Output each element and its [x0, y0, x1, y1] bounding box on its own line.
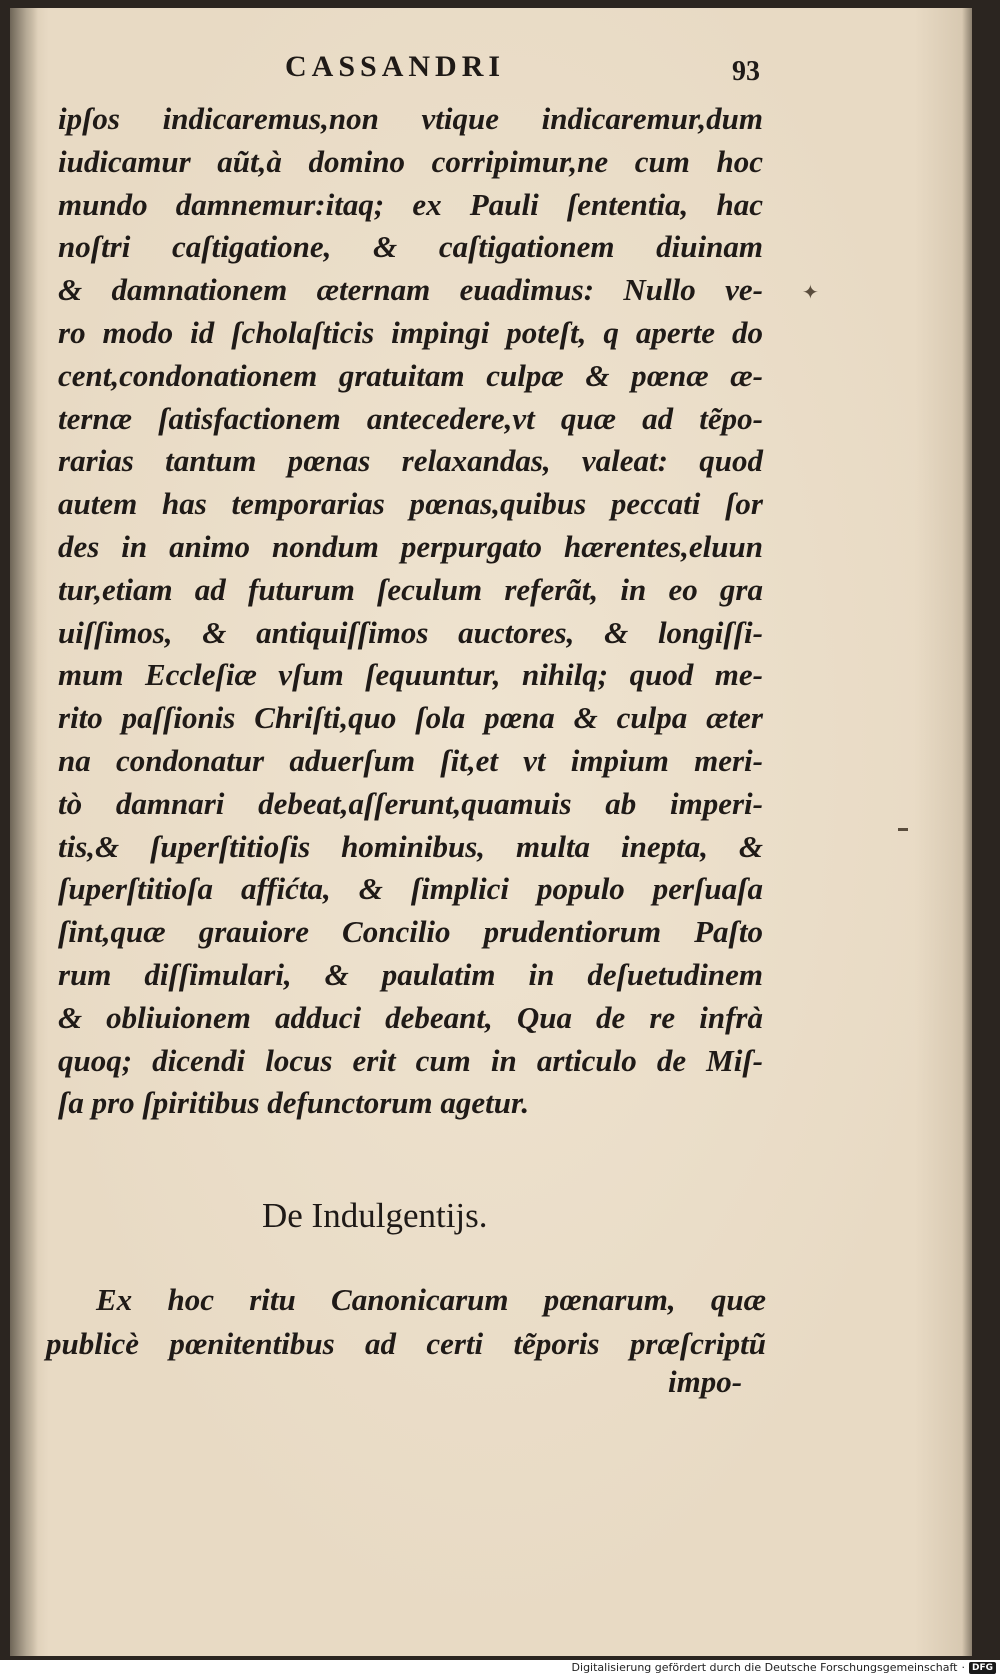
page-edge — [962, 8, 972, 1656]
text-line: rarias tantum pœnas relaxandas, valeat: quod — [58, 443, 763, 479]
text-line: mundo damnemur:itaq; ex Pauli ſententia, hac — [58, 186, 763, 222]
running-head: CASSANDRI — [285, 50, 506, 83]
book-page — [10, 8, 972, 1656]
page-gutter — [10, 8, 38, 1656]
digitization-footer: Digitalisierung gefördert durch die Deutsche Forschungsgemeinschaft · DFG — [572, 1661, 996, 1674]
text-line: des in animo nondum perpurgato hærentes,eluun — [58, 528, 763, 564]
margin-mark — [898, 828, 908, 831]
text-line: quoq; dicendi locus erit cum in articulo de Miſ- — [58, 1042, 763, 1078]
text-line: autem has temporarias pœnas,quibus peccati ſor — [58, 486, 763, 522]
text-line: uiſſimos, & antiquiſſimos auctores, & longiſſi- — [58, 614, 763, 650]
text-line: Ex hoc ritu Canonicarum pœnarum, quæ — [96, 1282, 766, 1317]
text-line: cent,condonationem gratuitam culpæ & pœnæ æ- — [58, 357, 763, 393]
next-paragraph — [46, 1278, 766, 1366]
text-line: tis,& ſuperſtitioſis hominibus, multa inepta, & — [58, 828, 763, 864]
text-line: ro modo id ſcholaſticis impingi poteſt, q aperte do — [58, 314, 763, 350]
text-line: publicè pœnitentibus ad certi tẽporis præſcriptũ — [46, 1326, 766, 1361]
text-line: iudicamur aũt,à domino corripimur,ne cum hoc — [58, 143, 763, 179]
text-line: & damnationem æternam euadimus: Nullo ve- — [58, 272, 763, 308]
footer-credit: Digitalisierung gefördert durch die Deutsche Forschungsgemeinschaft — [571, 1661, 958, 1674]
text-line: ſint,quæ grauiore Concilio prudentiorum Paſto — [58, 914, 763, 950]
text-line: ſuperſtitioſa affićta, & ſimplici populo perſuaſa — [58, 871, 763, 907]
text-line: ipſos indicaremus,non vtique indicaremur,dum — [58, 101, 763, 136]
text-line: rito paſſionis Chriſti,quo ſola pœna & culpa æter — [58, 700, 763, 736]
text-line: ternæ ſatisfactionem antecedere,vt quæ ad tẽpo- — [58, 400, 763, 436]
text-line: na condonatur aduerſum ſit,et vt impium meri- — [58, 742, 763, 778]
text-line: tur,etiam ad futurum ſeculum referãt, in eo gra — [58, 571, 763, 607]
catchword: impo- — [668, 1364, 743, 1399]
text-line: & obliuionem adduci debeant, Qua de re infrà — [58, 999, 763, 1035]
text-line: noſtri caſtigatione, & caſtigationem diuinam — [58, 229, 763, 265]
margin-mark: ✦ — [802, 282, 819, 304]
text-line: rum diſſimulari, & paulatim in deſuetudinem — [58, 956, 763, 992]
dfg-logo-icon: DFG — [969, 1662, 996, 1674]
text-line: ſa pro ſpiritibus defunctorum agetur. — [58, 1085, 530, 1121]
text-line: mum Eccleſiæ vſum ſequuntur, nihilq; quod me- — [58, 657, 763, 693]
body-text — [58, 98, 763, 1125]
section-heading: De Indulgentijs. — [262, 1196, 488, 1235]
text-line: tò damnari debeat,aſſerunt,quamuis ab imperi- — [58, 785, 763, 821]
page-number: 93 — [732, 56, 760, 87]
